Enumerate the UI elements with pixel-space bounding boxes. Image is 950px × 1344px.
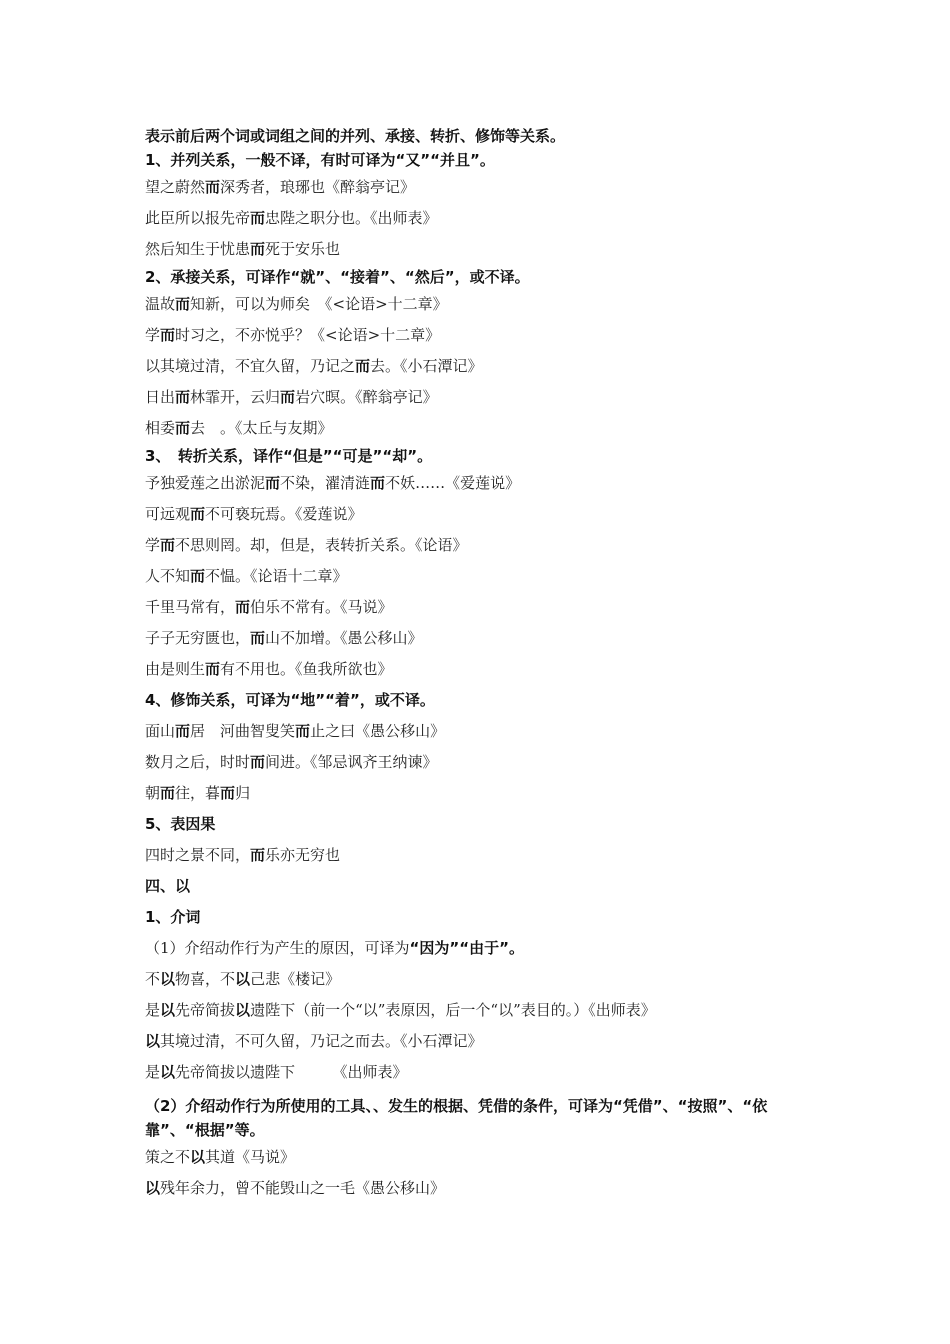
- text-line: [145, 592, 825, 623]
- text-line: [145, 499, 825, 530]
- bold-text: 5、表因果: [145, 815, 216, 833]
- text-segment: 其道《马说》: [205, 1148, 296, 1166]
- text-line: [145, 468, 825, 499]
- text-segment: 子子无穷匮也，: [145, 629, 251, 647]
- text-segment: 先帝简拔以遗陛下 《出师表》: [175, 1063, 408, 1081]
- text-line: [145, 623, 825, 654]
- text-line: [145, 1173, 825, 1204]
- text-segment: 不愠。《论语十二章》: [205, 567, 348, 585]
- text-line: [145, 654, 825, 685]
- text-segment: 去。《小石潭记》: [370, 357, 483, 375]
- bold-text: 而: [190, 567, 206, 585]
- text-segment: 深秀者，琅琊也《醉翁亭记》: [220, 178, 416, 196]
- heading-line: [145, 265, 825, 289]
- text-segment: 遗陛下（前一个“以”表原因，后一个“以”表目的。）《出师表》: [250, 1001, 656, 1019]
- bold-text: 而: [160, 326, 176, 344]
- text-segment: 然后知生于忧患: [145, 240, 251, 258]
- bold-text: 以: [160, 1001, 176, 1019]
- text-line: [145, 964, 825, 995]
- bold-text: 而: [220, 784, 236, 802]
- bold-text: 而: [235, 598, 251, 616]
- text-segment: （2）介绍动作行为所使用的工具、、发生的根据、凭借的条件，可译为: [145, 1097, 613, 1115]
- text-line: [145, 172, 825, 203]
- bold-text: 而: [175, 419, 191, 437]
- text-segment: 时习之，不亦悦乎？《<论语>十二章》: [175, 326, 441, 344]
- bold-text: 而: [250, 629, 266, 647]
- text-segment: 四时之景不同，: [145, 846, 251, 864]
- text-segment: 此臣所以报先帝: [145, 209, 251, 227]
- text-segment: 间进。《邹忌讽齐王纳谏》: [265, 753, 438, 771]
- bold-text: 表示前后两个词或词组之间的并列、承接、转折、修饰等关系。: [145, 127, 566, 145]
- bold-text: 而: [190, 505, 206, 523]
- text-segment: 千里马常有，: [145, 598, 236, 616]
- text-segment: 是: [145, 1001, 161, 1019]
- text-segment: 物喜，不: [175, 970, 236, 988]
- text-segment: 山不加增。《愚公移山》: [265, 629, 423, 647]
- text-segment: 岩穴暝。《醉翁亭记》: [295, 388, 438, 406]
- text-line: [145, 871, 825, 902]
- text-line: [145, 234, 825, 265]
- text-segment: 学: [145, 536, 161, 554]
- bold-text: 以: [190, 1148, 206, 1166]
- text-segment: 不可亵玩焉。《爱莲说》: [205, 505, 363, 523]
- text-line: [145, 716, 825, 747]
- bold-text: 以: [235, 1001, 251, 1019]
- text-segment: 朝: [145, 784, 161, 802]
- bold-text: 而: [250, 753, 266, 771]
- text-segment: 去 。《太丘与友期》: [190, 419, 333, 437]
- text-segment: 日出: [145, 388, 176, 406]
- text-segment: 学: [145, 326, 161, 344]
- bold-text: 2、承接关系，可译作“就”、“接着”、“然后”，或不译。: [145, 268, 530, 286]
- text-segment: 不思则罔。却，但是，表转折关系。《论语》: [175, 536, 468, 554]
- heading-line: [145, 124, 825, 148]
- text-line: [145, 1026, 825, 1057]
- text-line: [145, 203, 825, 234]
- bold-text: 3、 转折关系，译作“但是”“可是”“却”。: [145, 447, 433, 465]
- bold-text: 以: [145, 1179, 161, 1197]
- text-segment: 往，暮: [175, 784, 221, 802]
- bold-text: 以: [235, 970, 251, 988]
- bold-text: 而: [205, 660, 221, 678]
- bold-text: 以: [145, 1032, 161, 1050]
- text-segment: 不染，濯清涟: [280, 474, 371, 492]
- text-segment: 死于安乐也: [265, 240, 341, 258]
- heading-line: [145, 444, 825, 468]
- text-line: [145, 413, 825, 444]
- text-segment: 己悲《楼记》: [250, 970, 341, 988]
- document-page: [145, 124, 825, 1204]
- text-segment: 林霏开，云归: [190, 388, 281, 406]
- text-line: [145, 902, 825, 933]
- bold-text: 而: [175, 722, 191, 740]
- bold-text: 而: [280, 388, 296, 406]
- text-segment: 数月之后，时时: [145, 753, 251, 771]
- text-segment: 有不用也。《鱼我所欲也》: [220, 660, 393, 678]
- text-line: [145, 778, 825, 809]
- bold-text: 而: [175, 295, 191, 313]
- bold-text: 1、并列关系，一般不译，有时可译为“又”“并且”。: [145, 151, 495, 169]
- text-line: [145, 320, 825, 351]
- heading-line: [145, 148, 825, 172]
- bold-text: 而: [250, 240, 266, 258]
- bold-text: “凭借”、“按照”、“依靠”、“根据”等。: [145, 1097, 768, 1139]
- bold-text: 而: [295, 722, 311, 740]
- bold-text: 而: [205, 178, 221, 196]
- bold-text: 而: [175, 388, 191, 406]
- text-line: [145, 1057, 825, 1088]
- text-segment: 止之曰《愚公移山》: [310, 722, 446, 740]
- bold-text: 而: [370, 474, 386, 492]
- text-segment: 温故: [145, 295, 176, 313]
- bold-text: “因为”“由于”。: [409, 939, 524, 957]
- text-segment: 面山: [145, 722, 176, 740]
- bold-text: 而: [355, 357, 371, 375]
- bold-text: 而: [250, 846, 266, 864]
- text-segment: 归: [235, 784, 251, 802]
- text-segment: 是: [145, 1063, 161, 1081]
- text-line: [145, 809, 825, 840]
- text-segment: 由是则生: [145, 660, 206, 678]
- text-segment: 可远观: [145, 505, 191, 523]
- text-segment: 不妖……《爱莲说》: [385, 474, 521, 492]
- text-line: [145, 747, 825, 778]
- text-line: [145, 382, 825, 413]
- text-segment: 其境过清，不可久留，乃记之而去。《小石潭记》: [160, 1032, 483, 1050]
- text-line: [145, 561, 825, 592]
- text-segment: 残年余力，曾不能毁山之一毛《愚公移山》: [160, 1179, 446, 1197]
- text-segment: 知新，可以为师矣 《<论语>十二章》: [190, 295, 448, 313]
- text-segment: 先帝简拔: [175, 1001, 236, 1019]
- text-segment: 策之不: [145, 1148, 191, 1166]
- text-segment: 居 河曲智叟笑: [190, 722, 296, 740]
- text-line: [145, 530, 825, 561]
- text-line: [145, 289, 825, 320]
- text-line: [145, 840, 825, 871]
- text-segment: 以其境过清，不宜久留，乃记之: [145, 357, 356, 375]
- text-segment: 忠陛之职分也。《出师表》: [265, 209, 438, 227]
- heading-line: [145, 1094, 825, 1142]
- bold-text: 而: [160, 536, 176, 554]
- bold-text: 而: [265, 474, 281, 492]
- text-segment: 乐亦无穷也: [265, 846, 341, 864]
- text-segment: （1）介绍动作行为产生的原因，可译为: [145, 939, 410, 957]
- text-segment: 不: [145, 970, 161, 988]
- bold-text: 以: [160, 1063, 176, 1081]
- bold-text: 4、修饰关系，可译为“地”“着”，或不译。: [145, 691, 435, 709]
- text-segment: 伯乐不常有。《马说》: [250, 598, 393, 616]
- text-line: [145, 685, 825, 716]
- text-segment: 相委: [145, 419, 176, 437]
- text-line: [145, 1142, 825, 1173]
- text-line: [145, 995, 825, 1026]
- text-segment: 望之蔚然: [145, 178, 206, 196]
- text-line: [145, 933, 825, 964]
- text-segment: 人不知: [145, 567, 191, 585]
- bold-text: 1、介词: [145, 908, 201, 926]
- text-segment: 予独爱莲之出淤泥: [145, 474, 266, 492]
- text-line: [145, 351, 825, 382]
- bold-text: 而: [160, 784, 176, 802]
- bold-text: 以: [160, 970, 176, 988]
- bold-text: 四、以: [145, 877, 191, 895]
- bold-text: 而: [250, 209, 266, 227]
